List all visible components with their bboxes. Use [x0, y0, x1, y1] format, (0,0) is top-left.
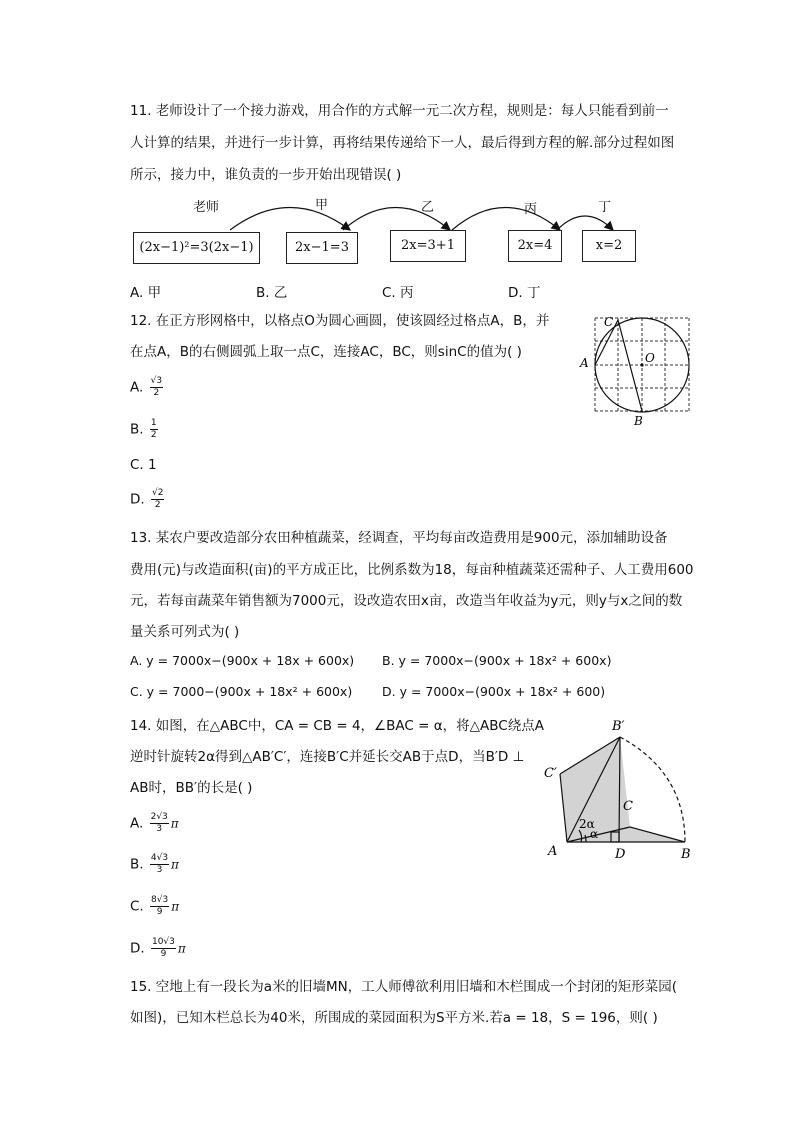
q12-label-c: C: [604, 315, 614, 329]
q14-label-cprime: C′: [544, 766, 557, 781]
box-jia: 2x−1=3: [286, 232, 358, 264]
q12-line-2: 在点A，B的右侧圆弧上取一点C，连接AC，BC，则sinC的值为( ): [130, 344, 522, 360]
arrow-3: [452, 208, 560, 231]
q13-line-2: 费用(元)与改造面积(亩)的平方成正比，比例系数为18，每亩种植蔬菜还需种子、人工费用600: [130, 562, 694, 578]
q14-label-bprime: B′: [612, 719, 625, 734]
person-teacher: 老师: [193, 200, 220, 215]
q12-line-1: 12. 在正方形网格中，以格点O为圆心画圆，使该圆经过格点A，B，并: [130, 313, 550, 329]
q14-line-2: 逆时针旋转2α得到△AB′C′，连接B′C并延长交AB于点D，当B′D ⊥: [130, 749, 525, 765]
q14-label-alpha: α: [590, 827, 599, 841]
person-jia: 甲: [315, 198, 329, 213]
q11-option-b: B. 乙: [256, 285, 288, 301]
q12-label-a: A: [580, 356, 589, 370]
person-ding: 丁: [598, 200, 612, 215]
q12-option-b: B. $\frac{1}{2}$: [130, 418, 157, 440]
q14-label-d: D: [615, 847, 626, 862]
q13-option-a: A. y = 7000x−(900x + 18x + 600x): [130, 653, 355, 668]
q14-line-1: 14. 如图，在△ABC中，CA = CB = 4，∠BAC = α，将△ABC绕点A: [130, 718, 544, 734]
q14-label-b: B: [681, 847, 691, 862]
q12-option-a: A. $\frac{√3}{2}$: [130, 376, 163, 398]
q15-line-2: 如图)，已知木栏总长为40米，所围成的菜园面积为S平方米.若a = 18，S = 196，则( ): [130, 1010, 658, 1026]
box-bing: 2x=4: [508, 230, 562, 262]
person-bing: 丙: [524, 202, 538, 217]
arrow-4: [557, 216, 613, 230]
box-teacher: (2x−1)²=3(2x−1): [133, 232, 260, 264]
q14-option-b: B. $\frac{4√3}{3}$ π: [130, 853, 179, 875]
q11-option-d: D. 丁: [508, 285, 541, 301]
q14-option-d: D. $\frac{10√3}{9}$ π: [130, 937, 186, 959]
person-yi: 乙: [421, 200, 435, 215]
q14-label-c: C: [623, 799, 633, 814]
q13-option-d: D. y = 7000x−(900x + 18x² + 600): [382, 684, 606, 699]
box-yi: 2x=3+1: [390, 230, 466, 262]
q13-option-b: B. y = 7000x−(900x + 18x² + 600x): [382, 653, 612, 668]
q14-option-c: C. $\frac{8√3}{9}$ π: [130, 895, 180, 917]
q11-option-c: C. 丙: [382, 285, 414, 301]
q11-option-a: A. 甲: [130, 285, 162, 301]
q14-label-2alpha: 2α: [579, 817, 595, 831]
q12-label-b: B: [634, 414, 643, 428]
q14-figure: [535, 712, 705, 867]
box-ding: x=2: [582, 230, 636, 262]
q12-label-o: O: [645, 351, 655, 365]
q14-label-a: A: [548, 844, 558, 859]
q12-option-c: C. 1: [130, 457, 157, 473]
arrow-1: [230, 208, 350, 231]
q11-line-3: 所示，接力中，谁负责的一步开始出现错误( ): [130, 167, 402, 183]
q13-line-1: 13. 某农户要改造部分农田种植蔬菜，经调查，平均每亩改造费用是900元，添加辅助设备: [130, 530, 668, 546]
q14-line-3: AB时，BB′的长是( ): [130, 780, 253, 796]
q13-line-4: 量关系可列式为( ): [130, 624, 240, 640]
q12-option-d: D. $\frac{√2}{2}$: [130, 488, 164, 510]
q12-figure: [575, 310, 695, 430]
q14-option-a: A. $\frac{2√3}{3}$ π: [130, 812, 179, 834]
q11-line-1: 11. 老师设计了一个接力游戏，用合作的方式解一元二次方程，规则是：每人只能看到前一: [130, 103, 669, 119]
q13-line-3: 元，若每亩蔬菜年销售额为7000元，设改造农田x亩，改造当年收益为y元，则y与x之间的数: [130, 593, 683, 609]
q15-line-1: 15. 空地上有一段长为a米的旧墙MN，工人师傅欲利用旧墙和木栏围成一个封闭的矩形菜园(: [130, 979, 678, 995]
q13-option-c: C. y = 7000−(900x + 18x² + 600x): [130, 684, 353, 699]
q11-line-2: 人计算的结果，并进行一步计算，再将结果传递给下一人，最后得到方程的解.部分过程如图: [130, 135, 675, 151]
